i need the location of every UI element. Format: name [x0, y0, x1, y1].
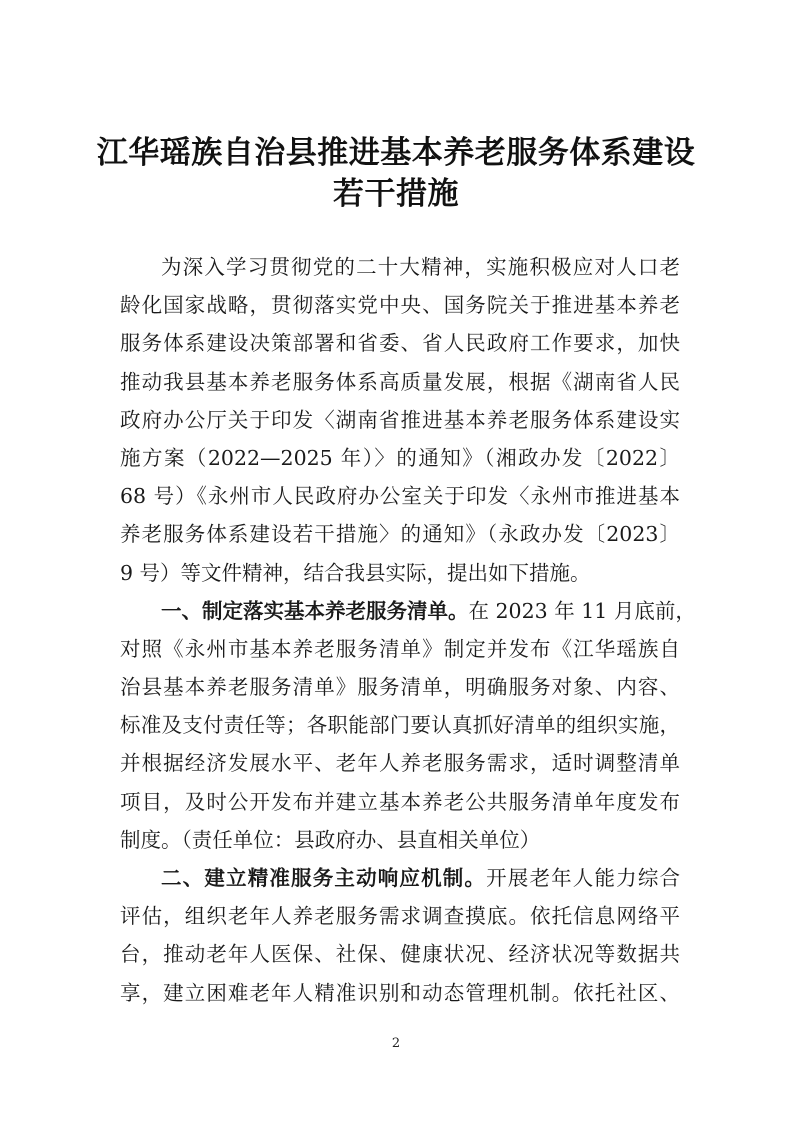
- section1-heading: 一、制定落实基本养老服务清单。: [161, 598, 469, 623]
- intro-line: 推动我县基本养老服务体系高质量发展，根据《湖南省人民: [120, 369, 680, 394]
- intro-line: 政府办公厅关于印发〈湖南省推进基本养老服务体系建设实: [120, 407, 680, 432]
- section1-line: 标准及支付责任等；各职能部门要认真抓好清单的组织实施，: [120, 713, 680, 738]
- section1-line: 治县基本养老服务清单》服务清单，明确服务对象、内容、: [120, 675, 680, 700]
- document-body: [120, 248, 696, 1012]
- intro-line: 养老服务体系建设若干措施〉的通知》（永政办发〔2023〕: [120, 522, 680, 547]
- document-title-line-2: 若干措施: [333, 176, 459, 212]
- section2-line: 享，建立困难老年人精准识别和动态管理机制。依托社区、: [120, 980, 680, 1005]
- section1-line: 对照《永州市基本养老服务清单》制定并发布《江华瑶族自: [120, 636, 680, 661]
- section1-line: 并根据经济发展水平、老年人养老服务需求，适时调整清单: [120, 751, 680, 776]
- intro-line: 为深入学习贯彻党的二十大精神，实施积极应对人口老: [161, 255, 680, 279]
- document-title-line-1: 江华瑶族自治县推进基本养老服务体系建设: [96, 135, 696, 171]
- section2-first-line-text: 开展老年人能力综合: [486, 866, 681, 890]
- page-number: 2: [391, 1036, 401, 1051]
- intro-line: 龄化国家战略，贯彻落实党中央、国务院关于推进基本养老: [120, 293, 680, 318]
- intro-line: 9 号）等文件精神，结合我县实际，提出如下措施。: [120, 560, 591, 585]
- section2-heading: 二、建立精准服务主动响应机制。: [161, 866, 487, 890]
- section2-first-line: [120, 859, 680, 897]
- section1-line: 制度。（责任单位：县政府办、县直相关单位）: [120, 827, 541, 852]
- section1-first-line-text: 在 2023 年 11 月底前，: [468, 598, 696, 623]
- intro-line: 68 号）《永州市人民政府办公室关于印发〈永州市推进基本: [120, 484, 680, 509]
- intro-line: 服务体系建设决策部署和省委、省人民政府工作要求，加快: [120, 331, 680, 356]
- section2-line: 评估，组织老年人养老服务需求调查摸底。依托信息网络平: [120, 904, 680, 929]
- section2-line: 台，推动老年人医保、社保、健康状况、经济状况等数据共: [120, 942, 680, 967]
- intro-line: 施方案（2022—2025 年）〉的通知》（湘政办发〔2022〕: [120, 445, 680, 470]
- section1-line: 项目，及时公开发布并建立基本养老公共服务清单年度发布: [120, 789, 680, 814]
- section1-first-line: [120, 592, 696, 630]
